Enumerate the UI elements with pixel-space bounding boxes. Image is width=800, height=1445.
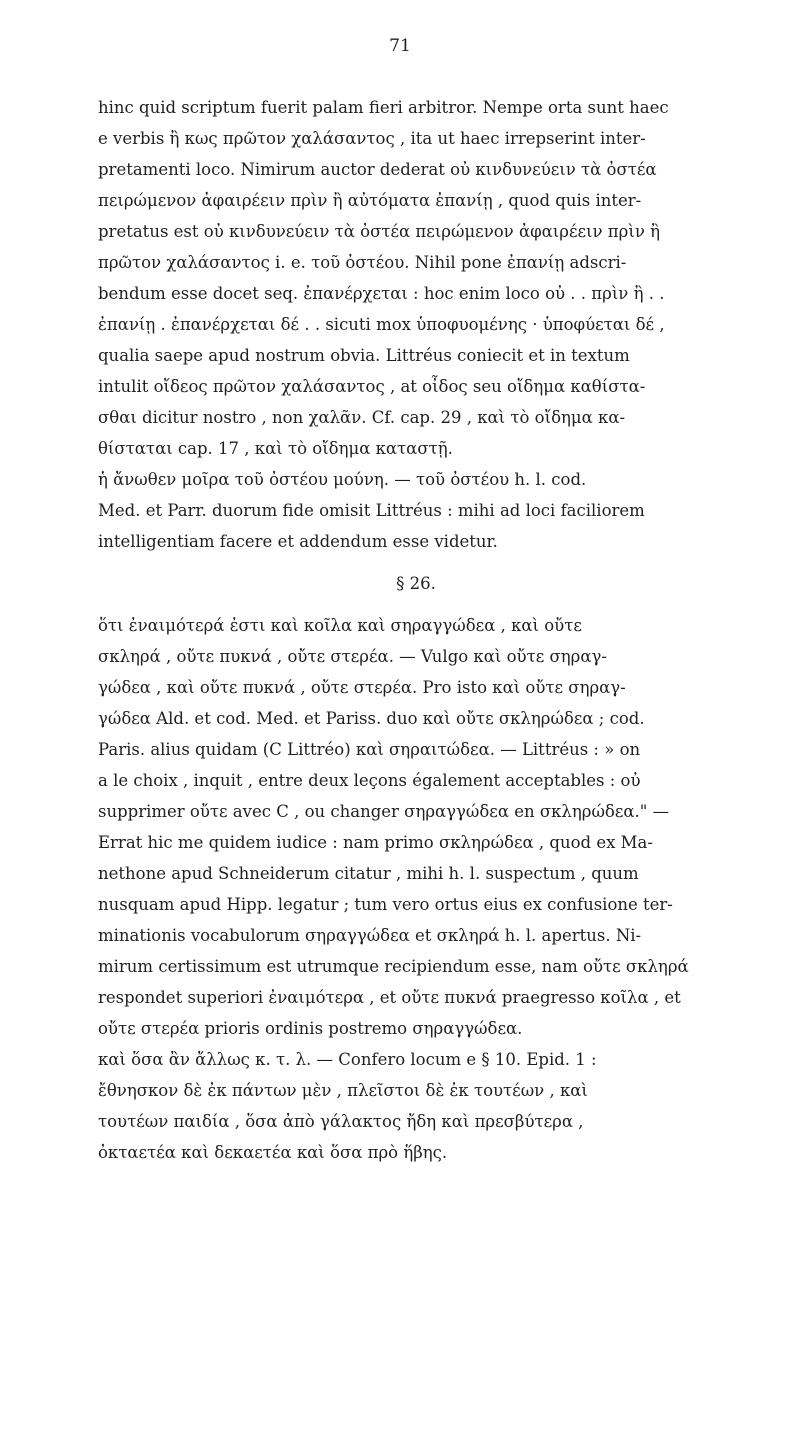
text-line: οὔτε στερέα prioris ordinis postremo σηραγγώδεα. [98, 1019, 523, 1038]
text-line: γώδεα , καὶ οὔτε πυκνά , οὔτε στερέα. Pro isto καὶ οὔτε σηραγ- [98, 678, 626, 697]
text-line: πρῶτον χαλάσαντος i. e. τοῦ ὀστέου. Nihil pone ἐπανίῃ adscri- [98, 253, 627, 272]
text-line: τουτέων παιδία , ὅσα ἀπὸ γάλακτος ἤδη καὶ πρεσβύτερα , [98, 1112, 584, 1131]
text-line: mirum certissimum est utrumque recipiendum esse, nam οὔτε σκληρά [98, 957, 689, 976]
text-line: πειρώμενον ἀφαιρέειν πρὶν ἢ αὐτόματα ἐπανίῃ , quod quis inter- [98, 191, 642, 210]
paragraph-4 [98, 1044, 734, 1168]
spacer [98, 557, 734, 568]
text-line: e verbis ἢ κως πρῶτον χαλάσαντος , ita ut haec irrepserint inter- [98, 129, 646, 148]
paragraph-3 [98, 610, 734, 1044]
paragraph-1 [98, 92, 734, 464]
text-line: ἐπανίῃ . ἐπανέρχεται δέ . . sicuti mox ὑποφυομένης · ὑποφύεται δέ , [98, 315, 665, 334]
text-line: σθαι dicitur nostro , non χαλᾶν. Cf. cap. 29 , καὶ τὸ οἴδημα κα- [98, 408, 626, 427]
spacer [98, 599, 734, 610]
text-line: intelligentiam facere et addendum esse videtur. [98, 532, 498, 551]
text-line: bendum esse docet seq. ἐπανέρχεται : hoc enim loco οὐ . . πρὶν ἢ . . [98, 284, 665, 303]
text-line: supprimer οὔτε avec C , ou changer σηραγγώδεα en σκληρώδεα." — [98, 802, 670, 821]
text-line: σκληρά , οὔτε πυκνά , οὔτε στερέα. — Vulgo καὶ οὔτε σηραγ- [98, 647, 607, 666]
text-line: pretamenti loco. Nimirum auctor dederat οὐ κινδυνεύειν τὰ ὀστέα [98, 160, 657, 179]
text-line: θίσταται cap. 17 , καὶ τὸ οἴδημα καταστῇ. [98, 439, 453, 458]
section-heading: § 26. [396, 574, 436, 593]
page-number: 71 [389, 36, 411, 56]
text-line: nusquam apud Hipp. legatur ; tum vero ortus eius ex confusione ter- [98, 895, 673, 914]
text-body [98, 92, 734, 1168]
text-line: a le choix , inquit , entre deux leçons également acceptables : οὐ [98, 771, 641, 790]
text-line: γώδεα Ald. et cod. Med. et Pariss. duo καὶ οὔτε σκληρώδεα ; cod. [98, 709, 645, 728]
text-line: nethone apud Schneiderum citatur , mihi h. l. suspectum , quum [98, 864, 639, 883]
text-line: hinc quid scriptum fuerit palam fieri arbitror. Nempe orta sunt haec [98, 98, 669, 117]
text-line: καὶ ὅσα ἂν ἄλλως κ. τ. λ. — Confero locum e § 10. Epid. 1 : [98, 1050, 597, 1069]
text-line: ἔθνησκον δὲ ἐκ πάντων μὲν , πλεῖστοι δὲ ἐκ τουτέων , καὶ [98, 1081, 588, 1100]
text-line: qualia saepe apud nostrum obvia. Littréus coniecit et in textum [98, 346, 630, 365]
text-line: Med. et Parr. duorum fide omisit Littréus : mihi ad loci faciliorem [98, 501, 645, 520]
text-line: ἡ ἄνωθεν μοῖρα τοῦ ὀστέου μούνη. — τοῦ ὀστέου h. l. cod. [98, 470, 587, 489]
text-line: pretatus est οὐ κινδυνεύειν τὰ ὀστέα πειρώμενον ἀφαιρέειν πρὶν ἢ [98, 222, 660, 241]
text-line: minationis vocabulorum σηραγγώδεα et σκληρά h. l. apertus. Ni- [98, 926, 642, 945]
text-line: Errat hic me quidem iudice : nam primo σκληρώδεα , quod ex Ma- [98, 833, 653, 852]
text-line: Paris. alius quidam (C Littréo) καὶ σηραιτώδεα. — Littréus : » on [98, 740, 641, 759]
text-line: intulit οἴδεος πρῶτον χαλάσαντος , at οἶδος seu οἴδημα καθίστα- [98, 377, 646, 396]
paragraph-2 [98, 464, 734, 557]
text-line: respondet superiori ἐναιμότερα , et οὔτε πυκνά praegresso κοῖλα , et [98, 988, 681, 1007]
text-line: ὀκταετέα καὶ δεκαετέα καὶ ὅσα πρὸ ἥβης. [98, 1143, 448, 1162]
text-line: ὅτι ἐναιμότερά ἐστι καὶ κοῖλα καὶ σηραγγώδεα , καὶ οὔτε [98, 616, 582, 635]
